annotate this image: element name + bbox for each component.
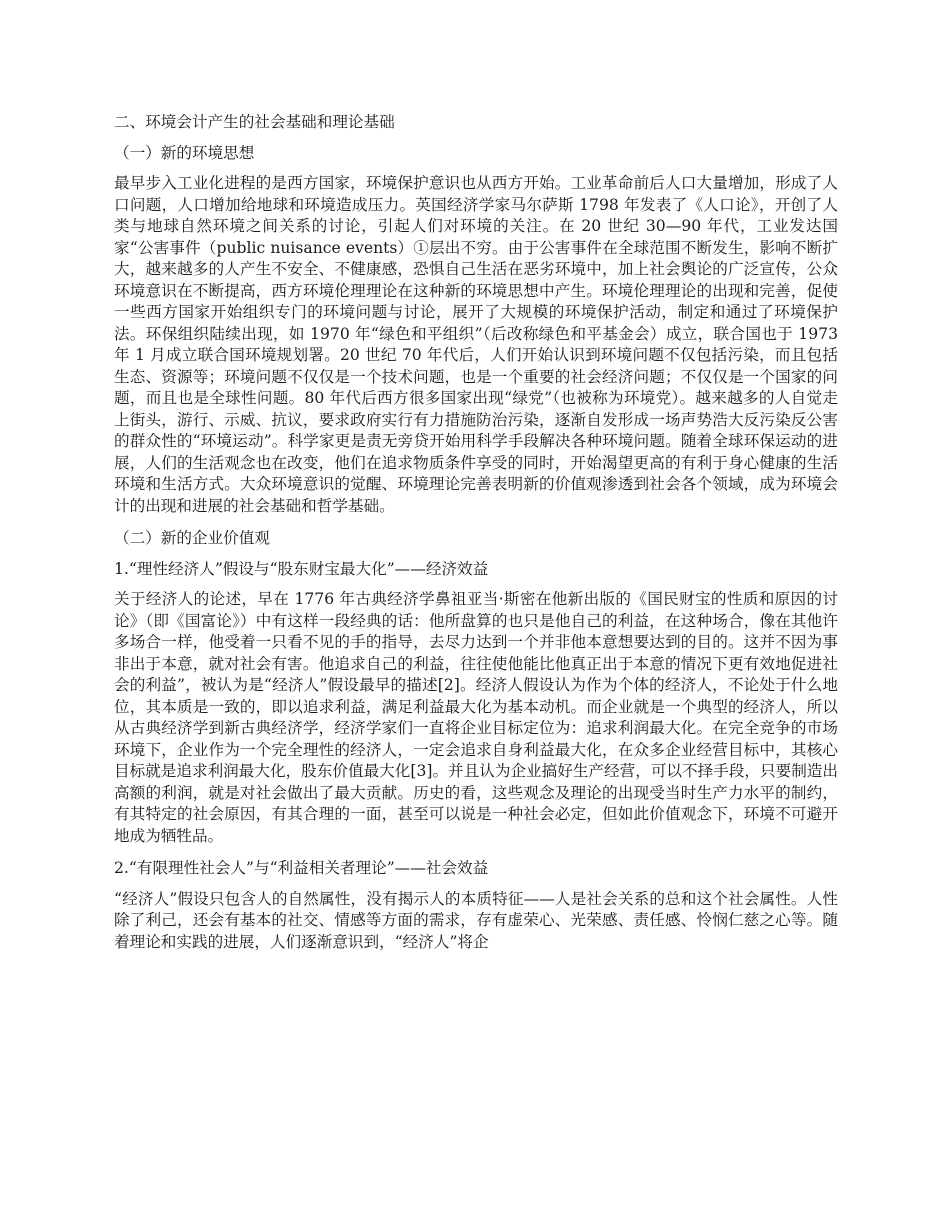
section-title: 二、环境会计产生的社会基础和理论基础 [114,113,395,131]
subsection-title-2: （二）新的企业价值观 [114,529,270,547]
paragraph-economic-man: 关于经济人的论述，早在 1776 年古典经济学鼻祖亚当·斯密在他新出版的《国民财宝的性质和原因的讨论》（即《国富论》）中有这样一段经典的话：他所盘算的也只是他自己的利益，在这种场合，像在其他许多场合一样，他受着一只看不见的手的指导，去尽力达到一个并非他本意想要达到的目的。这并不因为事非出于本意，就对社会有害。他追求自己的利益，往往使他能比他真正出于本意的情况下更有效地促进社会的利益”，被认为是“经济人”假设最早的描述[2]。经济人假设认为作为个体的经济人，不论处于什么地位，其本质是一致的，即以追求利益，满足利益最大化为基本动机。而企业就是一个典型的经济人，所以从古典经济学到新古典经济学，经济学家们一直将企业目标定位为：追求利润最大化。在完全竞争的市场环境下，企业作为一个完全理性的经济人，一定会追求自身利益最大化，在众多企业经营目标中，其核心目标就是追求利润最大化，股东价值最大化[3]。并且认为企业搞好生产经营，可以不择手段，只要制造出高额的利润，就是对社会做出了最大贡献。历史的看，这些观念及理论的出现受当时生产力水平的制约，有其特定的社会原因，有其合理的一面，甚至可以说是一种社会必定，但如此价值观念下，环境不可避开地成为牺牲品。 [114,590,838,845]
paragraph-environment-thought: 最早步入工业化进程的是西方国家，环境保护意识也从西方开始。工业革命前后人口大量增加，形成了人口问题，人口增加给地球和环境造成压力。英国经济学家马尔萨斯 1798 年发表了《人口论》，开创了人类与地球自然环境之间关系的讨论，引起人们对环境的关注。在 20 世纪 30—90 年代，工业发达国家“公害事件（public nuisance events）①层出不穷。由于公害事件在全球范围不断发生，影响不断扩大，越来越多的人产生不安全、不健康感，恐惧自己生活在恶劣环境中，加上社会舆论的广泛宣传，公众环境意识在不断提高，西方环境伦理理论在这种新的环境思想中产生。环境伦理理论的出现和完善，促使一些西方国家开始组织专门的环境问题与讨论，展开了大规模的环境保护活动，制定和通过了环境保护法。环保组织陆续出现，如 1970 年“绿色和平组织”（后改称绿色和平基金会）成立，联合国也于 1973 年 1 月成立联合国环境规划署。20 世纪 70 年代后，人们开始认识到环境问题不仅包括污染，而且包括生态、资源等；环境问题不仅仅是一个技术问题，也是一个重要的社会经济问题；不仅仅是一个国家的问题，而且也是全球性问题。80 年代后西方很多国家出现“绿党”（也被称为环境党）。越来越多的人自觉走上街头，游行、示威、抗议，要求政府实行有力措施防治污染，逐渐自发形成一场声势浩大反污染反公害的群众性的“环境运动”。科学家更是责无旁贷开始用科学手段解决各种环境问题。随着全球环保运动的进展，人们的生活观念也在改变，他们在追求物质条件享受的同时，开始渴望更高的有利于身心健康的生活环境和生活方式。大众环境意识的觉醒、环境理论完善表明新的价值观渗透到社会各个领域，成为环境会计的出现和进展的社会基础和哲学基础。 [114,174,838,515]
paragraph-social-man: “经济人”假设只包含人的自然属性，没有揭示人的本质特征——人是社会关系的总和这个社会属性。人性除了利己，还会有基本的社交、情感等方面的需求，存有虚荣心、光荣感、责任感、怜悯仁慈之心等。随着理论和实践的进展，人们逐渐意识到，“经济人”将企 [114,889,838,951]
subsection-title-1: （一）新的环境思想 [114,143,255,162]
item-title-1: 1.“理性经济人”假设与“股东财宝最大化”——经济效益 [114,559,489,578]
item-title-2: 2.“有限理性社会人”与“利益相关者理论”——社会效益 [114,859,489,877]
document-page [114,112,838,964]
